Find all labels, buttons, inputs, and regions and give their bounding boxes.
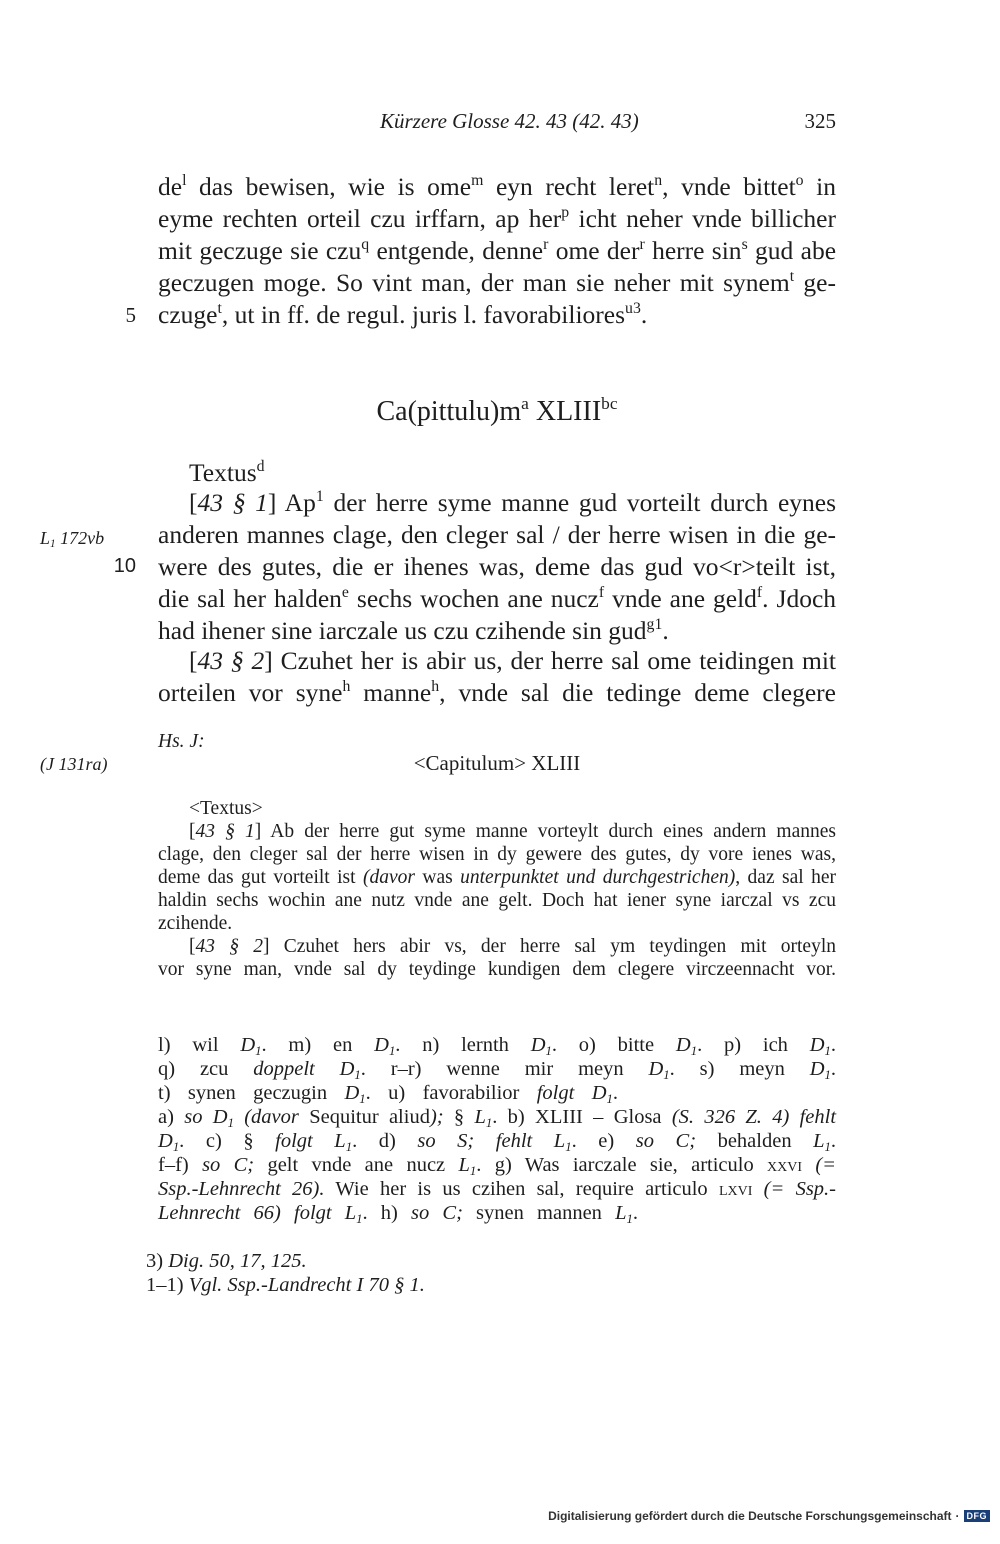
witness-line: zcihende. <box>158 913 233 934</box>
main-text-line: anderen mannes clage, den cleger sal / der herre wisen in die ge- <box>158 520 836 549</box>
witness-textus: <Textus> <box>189 798 263 819</box>
witness-line: [43 § 2] Czuhet hers abir vs, der herre sal ym teydingen mit orteyln <box>189 936 837 957</box>
main-text-line: had ihener sine iarczale us czu czihende sin gud$^{g1}$. <box>158 616 669 645</box>
apparatus-line: Ssp.-Lehnrecht 26). Wie her is us czihen sal, require articulo lxvi (= Ssp.- <box>158 1178 837 1200</box>
apparatus-line: $D_1$. c) § folgt $L_1$. d) so S; fehlt $L_1$. e) so C; behalden $L_1$. <box>158 1130 837 1154</box>
main-text-line: [43 § 2] Czuhet her is abir us, der herre sal ome teidingen mit <box>189 646 836 675</box>
apparatus-line: Lehnrecht 66) folgt $L_1$. h) so C; synen mannen $L_1$. <box>158 1202 638 1226</box>
witness-line: vor syne man, vnde sal dy teydinge kundigen dem clegere virczeennacht vor. <box>158 959 836 980</box>
manuscript-folio-l1: $L_1$ 172vb <box>40 528 105 551</box>
dfg-separator: · <box>955 1509 960 1523</box>
witness-heading: <Capitulum> XLIII <box>413 751 581 775</box>
main-text-line: eyme rechten orteil czu irffarn, ap her$^p$ icht neher vnde billicher <box>158 204 836 233</box>
source-note: 1–1) Vgl. Ssp.-Landrecht I 70 § 1. <box>146 1274 425 1296</box>
line-number-5: 5 <box>125 303 136 327</box>
textus-label: Textus$^d$ <box>189 458 265 487</box>
manuscript-folio-j: (J 131ra) <box>40 754 108 774</box>
witness-label: Hs. J: <box>158 731 205 752</box>
witness-line: [43 § 1] Ab der herre gut syme manne vorteylt durch eines andern mannes <box>189 821 836 842</box>
chapter-heading: $Ca(pittulu)m^a$ $XLIII^{bc}$ <box>376 394 618 427</box>
main-text-line: were des gutes, die er ihenes was, deme das gud vo<r>teilt ist, <box>158 552 836 581</box>
main-text-line: mit geczuge sie czu$^q$ entgende, denne$^r$ ome der$^r$ herre $\sin^s$ gud abe <box>158 236 837 265</box>
main-text-line: [43 § 1] Ap$^1$ der herre syme manne gud vorteilt durch eynes <box>189 488 837 517</box>
source-note: 3) Dig. 50, 17, 125. <box>146 1250 307 1272</box>
dfg-credit <box>548 1509 990 1523</box>
apparatus-line: t) synen geczugin $D_1$. u) favorabilior folgt $D_1$. <box>158 1082 618 1106</box>
main-text-line: geczugen moge. So vint man, der man sie neher mit synem$^t$ ge- <box>158 268 836 297</box>
line-number-10: 10 <box>113 555 136 577</box>
page-number: 325 <box>804 109 836 133</box>
running-head: Kürzere Glosse 42. 43 (42. 43) <box>380 109 639 133</box>
main-text-line: die sal her halden$^e$ sechs wochen ane nucz$^f$ vnde ane geld$^f$. Jdoch <box>158 584 837 613</box>
main-text-line: orteilen vor syne$^h$ manne$^h$, vnde sal die tedinge deme clegere <box>158 678 836 707</box>
witness-line: deme das gut vorteilt ist (davor was unterpunktet und durchgestrichen), daz sal her <box>158 867 836 888</box>
dfg-credit-text: Digitalisierung gefördert durch die Deutsche Forschungsgemeinschaft <box>548 1509 952 1523</box>
main-text-line: $de^l$ das bewisen, wie is ome$^m$ eyn recht leret$^n$, vnde bittet$^o$ in <box>158 172 837 201</box>
main-text-line: czuge$^t$, ut in ff. de regul. juris l. favorabiliores$^{u3}$. <box>158 300 648 329</box>
apparatus-line: a) so $D_1$ (davor Sequitur aliud); § $L_1$. b) XLIII – Glosa (S. 326 Z. 4) fehlt <box>158 1106 837 1130</box>
witness-line: haldin sechs wochin ane nutz vnde ane gelt. Doch hat iener syne iarczal vs zcu <box>158 890 836 911</box>
dfg-logo: DFG <box>964 1510 991 1522</box>
witness-line: clage, den cleger sal der herre wisen in dy gewere des gutes, dy vore ienes was, <box>158 844 836 865</box>
apparatus-line: q) zcu doppelt $D_1$. r–r) wenne mir meyn $D_1$. s) meyn $D_1$. <box>158 1058 837 1082</box>
apparatus-line: l) wil $D_1$. m) en $D_1$. n) lernth $D_1$. o) bitte $D_1$. p) ich $D_1$. <box>158 1034 837 1058</box>
apparatus-line: f–f) so C; gelt vnde ane nucz $L_1$. g) Was iarczale sie, articulo xxvi (= <box>158 1154 837 1178</box>
